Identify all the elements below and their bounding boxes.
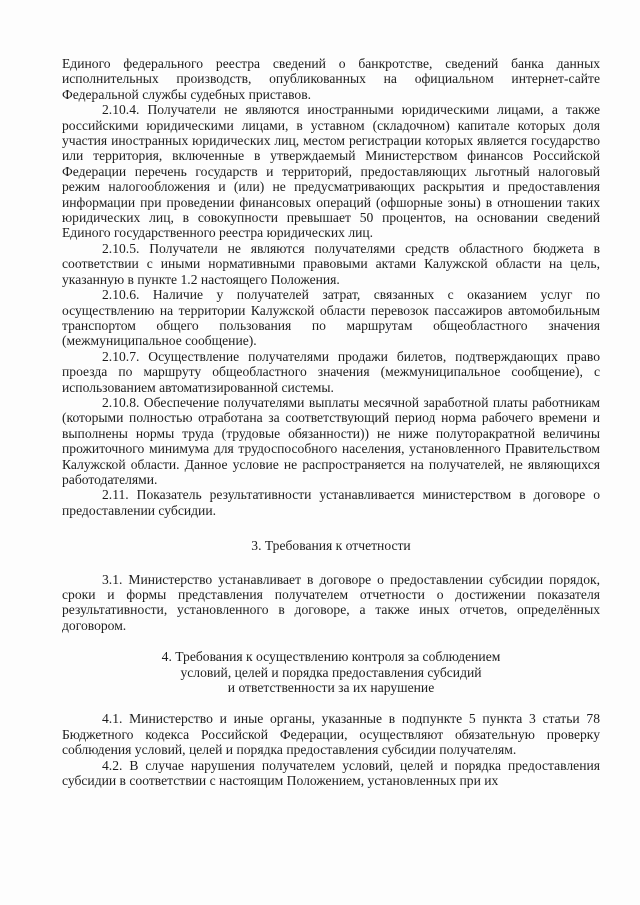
paragraph-4-1: 4.1. Министерство и иные органы, указанные в подпункте 5 пункта 3 статьи 78 Бюджетного кодекса Российской Федерации, осуществляют обязательную проверку соблюдения условий, целей и порядка предоставления субсидии получателям.: [62, 711, 600, 758]
paragraph-3-1: 3.1. Министерство устанавливает в договоре о предоставлении субсидии порядок, сроки и формы представления получателем отчетности о достижении показателя результативности, установленного в договоре, а также иных отчетов, определённых договором.: [62, 571, 600, 633]
paragraph-4-2: 4.2. В случае нарушения получателем условий, целей и порядка предоставления субсидии в соответствии с настоящим Положением, установленных при их: [62, 757, 600, 789]
paragraph-2-10-8: 2.10.8. Обеспечение получателями выплаты месячной заработной платы работникам (которыми полностью отработана за соответствующий период норма рабочего времени и выполнены нормы труда (трудовые обязанности)) не ниже полуторакратной величины прожиточного минимума для трудоспособного населения, установленного Правительством Калужской области. Данное условие не распространяется на получателей, не являющихся работодателями.: [62, 394, 600, 487]
document-body: [62, 56, 600, 788]
paragraph-continuation: Единого федерального реестра сведений о банкротстве, сведений банка данных исполнительных производств, опубликованных на официальном интернет-сайте Федеральной службы судебных приставов.: [62, 56, 600, 102]
section-4-heading-line-1: 4. Требования к осуществлению контроля за соблюдением: [161, 649, 501, 665]
section-4-heading-line-3: и ответственности за их нарушение: [227, 680, 435, 696]
section-4-heading-line-2: условий, целей и порядка предоставления субсидий: [180, 664, 482, 680]
paragraph-2-10-5: 2.10.5. Получатели не являются получателями средств областного бюджета в соответствии с иными нормативными правовыми актами Калужской области на цель, указанную в пункте 1.2 настоящего Положения.: [62, 240, 600, 287]
paragraph-2-10-4: 2.10.4. Получатели не являются иностранными юридическими лицами, а также российскими юридическими лицами, в уставном (складочном) капитале которых доля участия иностранных юридических лиц, местом регистрации которых является государство или территория, включенные в утверждаемый Министерством финансов Российской Федерации перечень государств и территорий, предоставляющих льготный налоговый режим налогообложения и (или) не предусматривающих раскрытия и предоставления информации при проведении финансовых операций (офшорные зоны) в отношении таких юридических лиц, в совокупности превышает 50 процентов, на основании сведений Единого государственного реестра юридических лиц.: [62, 102, 600, 241]
paragraph-2-10-7: 2.10.7. Осуществление получателями продажи билетов, подтверждающих право проезда по маршруту общеобластного значения (межмуниципальное сообщение), с использованием автоматизированной системы.: [62, 348, 600, 395]
paragraph-2-10-6: 2.10.6. Наличие у получателей затрат, связанных с оказанием услуг по осуществлению на территории Калужской области перевозок пассажиров автомобильным транспортом общего пользования по маршрутам общеобластного значения (межмуниципальное сообщение).: [62, 287, 600, 349]
section-4-heading: [62, 649, 600, 695]
paragraph-2-11: 2.11. Показатель результативности устанавливается министерством в договоре о предоставлении субсидии.: [62, 487, 600, 518]
section-3-heading: 3. Требования к отчетности: [251, 538, 411, 554]
